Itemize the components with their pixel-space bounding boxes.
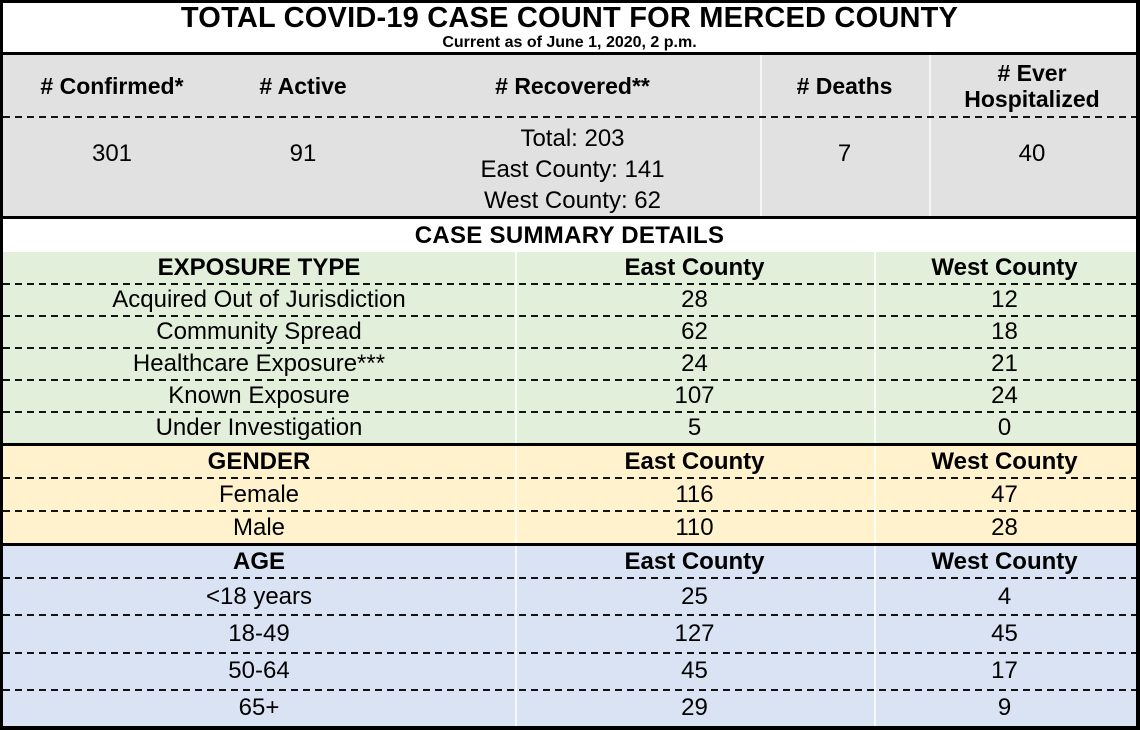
column-divider	[760, 55, 762, 216]
page-subtitle: Current as of June 1, 2020, 2 p.m.	[442, 34, 697, 51]
gender-header-row	[3, 446, 1136, 477]
page-title: TOTAL COVID-19 CASE COUNT FOR MERCED COUNTY	[180, 2, 959, 34]
stats-value-recovered	[385, 118, 760, 216]
exposure-header-row	[3, 252, 1136, 283]
table-row	[3, 381, 1136, 411]
row-separator	[3, 510, 1136, 512]
row-west-value: 47	[991, 480, 1018, 508]
row-west-value: 28	[991, 513, 1018, 541]
row-east-value: 25	[681, 582, 708, 610]
row-west-value: 12	[991, 286, 1018, 313]
row-east-value: 29	[681, 694, 708, 722]
row-east-value: 5	[687, 414, 702, 441]
row-label: Female	[218, 480, 300, 508]
age-header: AGE	[232, 547, 285, 575]
recovered-west-county: West County: 62	[484, 187, 661, 214]
west-county-header: West County	[931, 253, 1078, 281]
row-west-value: 45	[991, 619, 1018, 647]
row-separator	[3, 411, 1136, 413]
exposure-type-section	[3, 252, 1136, 446]
east-county-header: East County	[624, 253, 765, 281]
row-label: Under Investigation	[155, 414, 363, 441]
column-divider	[929, 55, 931, 216]
east-county-header: East County	[624, 447, 765, 475]
stats-value-active: 91	[289, 140, 317, 167]
row-label: Male	[232, 513, 286, 541]
row-separator	[3, 614, 1136, 616]
table-row	[3, 479, 1136, 510]
row-label: Healthcare Exposure***	[132, 350, 386, 377]
row-east-value: 24	[681, 350, 708, 377]
row-separator	[3, 689, 1136, 691]
row-west-value: 18	[991, 318, 1018, 345]
row-east-value: 116	[675, 480, 714, 508]
row-label: Known Exposure	[168, 382, 350, 409]
west-county-header: West County	[931, 547, 1078, 575]
row-east-value: 127	[674, 619, 715, 647]
row-separator	[3, 315, 1136, 317]
title-block	[3, 3, 1136, 55]
row-west-value: 4	[997, 582, 1012, 610]
row-separator	[3, 379, 1136, 381]
gender-section	[3, 446, 1136, 546]
row-east-value: 62	[681, 318, 708, 345]
row-east-value: 45	[681, 657, 708, 685]
row-west-value: 0	[997, 414, 1012, 441]
table-row	[3, 349, 1136, 379]
table-row	[3, 654, 1136, 689]
row-label: Community Spread	[156, 318, 362, 345]
stats-header-row	[3, 55, 1136, 116]
stats-header-recovered: # Recovered**	[495, 72, 650, 99]
row-west-value: 17	[991, 657, 1018, 685]
stats-header-hospitalized: # Ever Hospitalized	[964, 59, 1100, 112]
row-label: 50-64	[228, 657, 290, 685]
row-separator	[3, 477, 1136, 479]
stats-header-active: # Active	[259, 72, 347, 99]
table-row	[3, 616, 1136, 651]
row-west-value: 21	[991, 350, 1018, 377]
gender-header: GENDER	[207, 447, 311, 475]
table-row	[3, 512, 1136, 543]
row-east-value: 110	[675, 513, 714, 541]
row-separator	[3, 283, 1136, 285]
row-label: Acquired Out of Jurisdiction	[112, 286, 406, 313]
row-separator	[3, 652, 1136, 654]
stats-value-confirmed: 301	[91, 140, 133, 167]
recovered-total: Total: 203	[520, 125, 625, 152]
age-header-row	[3, 546, 1136, 577]
table-row	[3, 285, 1136, 315]
age-section	[3, 546, 1136, 726]
row-east-value: 107	[674, 382, 715, 409]
row-separator	[3, 116, 1136, 118]
stats-values-row	[3, 118, 1136, 216]
case-summary-details-title: CASE SUMMARY DETAILS	[3, 219, 1136, 252]
table-row	[3, 317, 1136, 347]
stats-value-deaths: 7	[837, 140, 852, 167]
row-separator	[3, 347, 1136, 349]
row-label: <18 years	[205, 582, 313, 610]
east-county-header: East County	[624, 547, 765, 575]
west-county-header: West County	[931, 447, 1078, 475]
table-row	[3, 691, 1136, 726]
row-west-value: 9	[997, 694, 1012, 722]
summary-stats-section	[3, 55, 1136, 219]
stats-value-hospitalized: 40	[1018, 140, 1046, 167]
table-row	[3, 413, 1136, 443]
row-west-value: 24	[991, 382, 1018, 409]
stats-header-deaths: # Deaths	[796, 72, 893, 99]
stats-header-confirmed: # Confirmed*	[40, 72, 184, 99]
table-row	[3, 579, 1136, 614]
row-label: 18-49	[228, 619, 290, 647]
row-east-value: 28	[681, 286, 708, 313]
exposure-type-header: EXPOSURE TYPE	[157, 253, 361, 281]
row-separator	[3, 577, 1136, 579]
recovered-east-county: East County: 141	[480, 156, 665, 183]
row-label: 65+	[238, 694, 280, 722]
